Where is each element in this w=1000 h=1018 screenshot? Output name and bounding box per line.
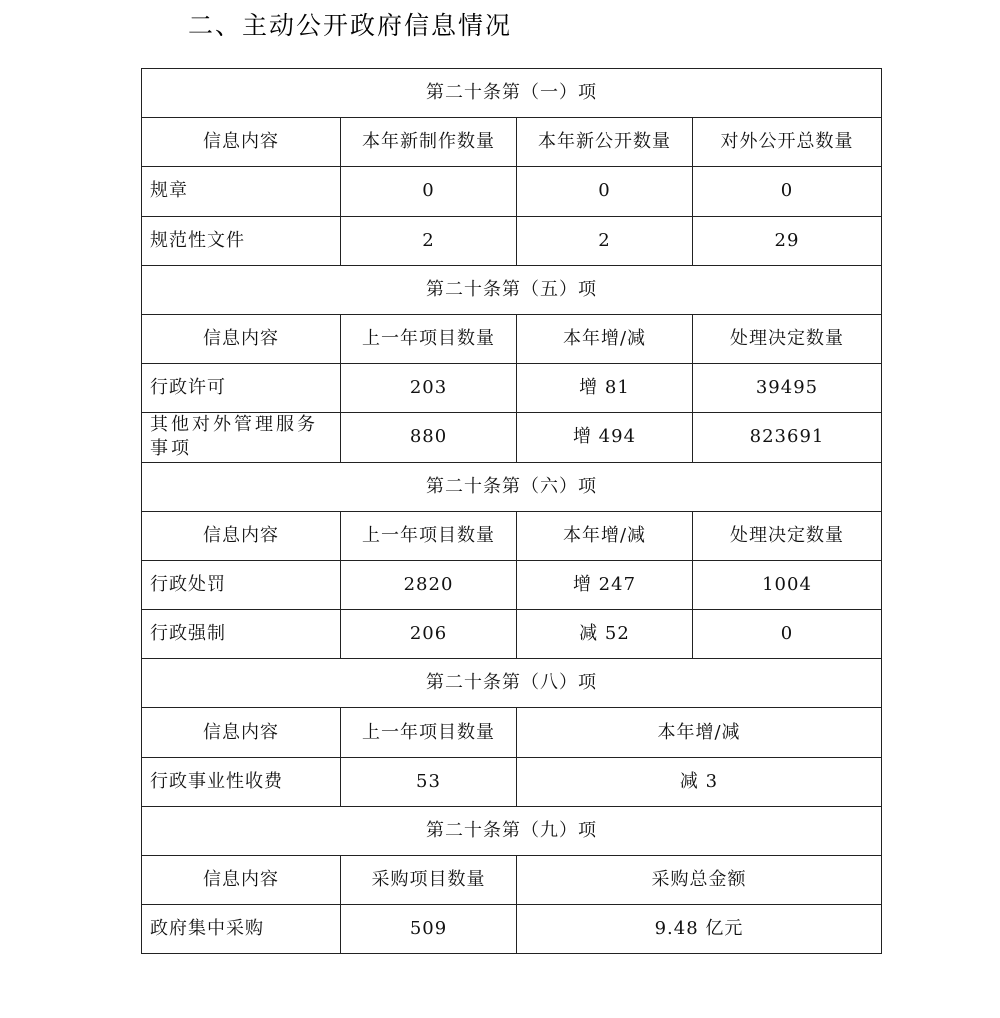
table-cell: 0 xyxy=(693,610,882,659)
row-label: 规章 xyxy=(142,167,341,216)
column-header: 信息内容 xyxy=(142,314,341,363)
column-header: 信息内容 xyxy=(142,511,341,560)
table-cell: 53 xyxy=(341,757,517,806)
table-cell: 减 52 xyxy=(517,610,693,659)
table-cell: 0 xyxy=(517,167,693,216)
column-header: 信息内容 xyxy=(142,856,341,905)
column-header: 本年新公开数量 xyxy=(517,118,693,167)
section-title: 第二十条第（一）项 xyxy=(142,69,882,118)
column-header: 处理决定数量 xyxy=(693,511,882,560)
table-cell: 9.48 亿元 xyxy=(517,905,882,954)
table-cell: 39495 xyxy=(693,364,882,413)
column-header: 本年增/减 xyxy=(517,511,693,560)
table-cell: 206 xyxy=(341,610,517,659)
table-cell: 823691 xyxy=(693,413,882,462)
disclosure-table xyxy=(141,68,882,954)
column-header: 本年新制作数量 xyxy=(341,118,517,167)
table-row xyxy=(142,364,882,413)
table-cell: 增 81 xyxy=(517,364,693,413)
column-header: 信息内容 xyxy=(142,708,341,757)
row-label: 行政许可 xyxy=(142,364,341,413)
table-cell: 2 xyxy=(341,216,517,265)
header-row xyxy=(142,708,882,757)
table-cell: 203 xyxy=(341,364,517,413)
column-header: 采购项目数量 xyxy=(341,856,517,905)
section-title: 第二十条第（六）项 xyxy=(142,462,882,511)
section-title-row xyxy=(142,462,882,511)
table-row xyxy=(142,905,882,954)
table-cell: 0 xyxy=(341,167,517,216)
column-header: 本年增/减 xyxy=(517,314,693,363)
section-title-row xyxy=(142,806,882,855)
column-header: 上一年项目数量 xyxy=(341,511,517,560)
section-title-row xyxy=(142,659,882,708)
row-label: 其他对外管理服务事项 xyxy=(142,413,341,462)
section-title: 第二十条第（八）项 xyxy=(142,659,882,708)
column-header: 上一年项目数量 xyxy=(341,708,517,757)
table-row xyxy=(142,560,882,609)
table-row xyxy=(142,757,882,806)
table-cell: 509 xyxy=(341,905,517,954)
column-header: 本年增/减 xyxy=(517,708,882,757)
table-row xyxy=(142,216,882,265)
section-title-row xyxy=(142,69,882,118)
table-cell: 880 xyxy=(341,413,517,462)
table-row xyxy=(142,610,882,659)
table-cell: 29 xyxy=(693,216,882,265)
table-cell: 增 494 xyxy=(517,413,693,462)
row-label: 行政事业性收费 xyxy=(142,757,341,806)
header-row xyxy=(142,118,882,167)
table-cell: 0 xyxy=(693,167,882,216)
row-label: 行政强制 xyxy=(142,610,341,659)
table-cell: 1004 xyxy=(693,560,882,609)
row-label: 政府集中采购 xyxy=(142,905,341,954)
section-title-row xyxy=(142,265,882,314)
row-label: 行政处罚 xyxy=(142,560,341,609)
column-header: 采购总金额 xyxy=(517,856,882,905)
table-cell: 2820 xyxy=(341,560,517,609)
section-title: 第二十条第（五）项 xyxy=(142,265,882,314)
section-title: 第二十条第（九）项 xyxy=(142,806,882,855)
table-row xyxy=(142,413,882,462)
header-row xyxy=(142,314,882,363)
page-heading: 二、主动公开政府信息情况 xyxy=(188,11,513,40)
column-header: 处理决定数量 xyxy=(693,314,882,363)
column-header: 上一年项目数量 xyxy=(341,314,517,363)
table-cell: 减 3 xyxy=(517,757,882,806)
header-row xyxy=(142,511,882,560)
table-cell: 增 247 xyxy=(517,560,693,609)
row-label: 规范性文件 xyxy=(142,216,341,265)
table-cell: 2 xyxy=(517,216,693,265)
column-header: 对外公开总数量 xyxy=(693,118,882,167)
header-row xyxy=(142,856,882,905)
column-header: 信息内容 xyxy=(142,118,341,167)
table-row xyxy=(142,167,882,216)
